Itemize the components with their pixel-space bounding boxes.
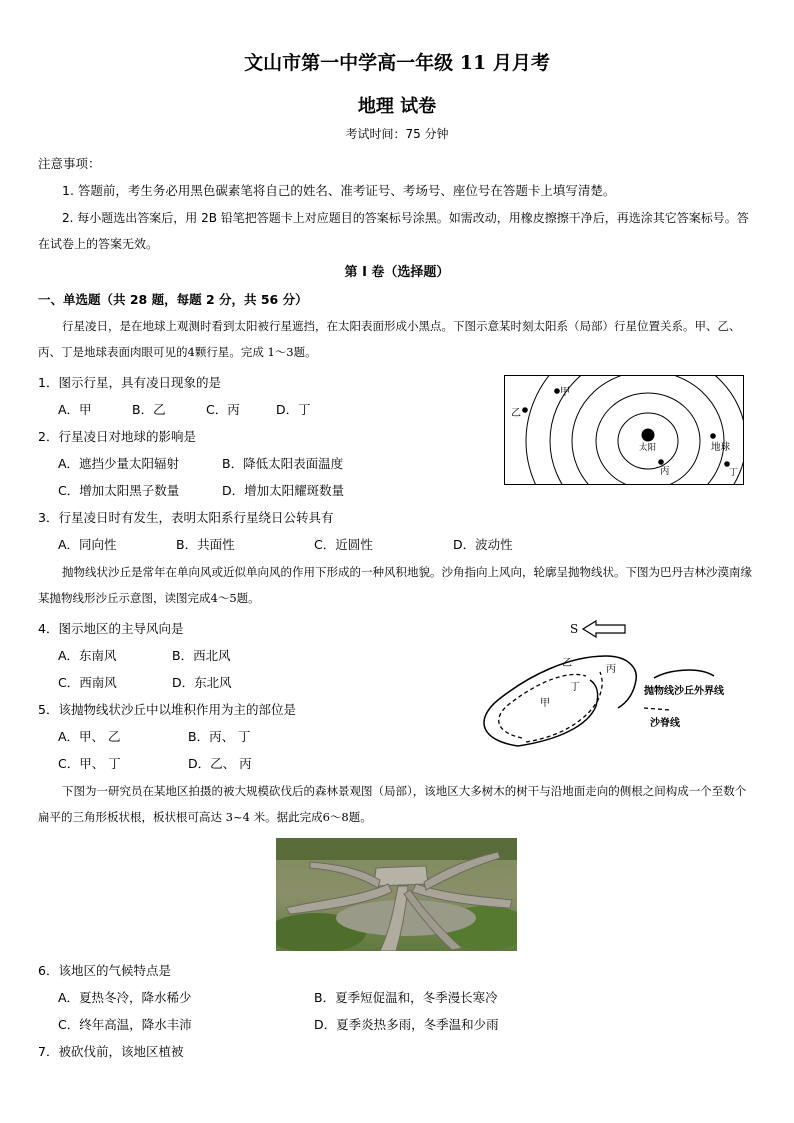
exam-subject: 地理 试卷 — [357, 96, 437, 117]
ridge-line-right — [526, 672, 602, 742]
q2-stem: 2．行星凌日对地球的影响是 — [38, 429, 196, 444]
legend-ridge-line — [644, 708, 670, 710]
dune-figure — [468, 618, 768, 758]
notes-item-2: 2. 每小题选出答案后，用 2B 铅笔把答题卡上对应题目的答案标号涂黑。如需改动，用橡皮擦擦干净后，再选涂其它答案标号。答在试卷上的答案无效。 — [38, 211, 749, 251]
label-earth: 地球 — [711, 442, 731, 453]
label-jia: 甲 — [560, 387, 570, 398]
q1-option-a[interactable]: A．甲 — [58, 402, 92, 417]
dune-diagram — [468, 618, 768, 758]
q1-option-d[interactable]: D．丁 — [276, 402, 311, 417]
label-yi: 乙 — [511, 408, 521, 419]
q5-option-c[interactable]: C．甲、 丁 — [58, 756, 121, 771]
q1-option-b[interactable]: B．乙 — [132, 402, 166, 417]
q6-stem: 6．该地区的气候特点是 — [38, 963, 171, 978]
q5-option-d[interactable]: D．乙、 丙 — [188, 756, 252, 771]
dune-label-ding: 丁 — [570, 682, 580, 693]
q4-stem: 4．图示地区的主导风向是 — [38, 621, 184, 636]
planet-bing-dot — [658, 459, 664, 465]
passage-2: 抛物线状沙丘是常年在单向风或近似单向风的作用下形成的一种风积地貌。沙角指向上风向，轮廓呈抛物线状。下图为巴丹吉林沙漠南缘某抛物线形沙丘示意图，读图完成4～5题。 — [38, 565, 752, 605]
dune-label-bing: 丙 — [606, 664, 616, 675]
sun-icon — [642, 429, 655, 442]
q5-stem: 5．该抛物线状沙丘中以堆积作用为主的部位是 — [38, 702, 296, 717]
planet-jia-dot — [554, 388, 560, 394]
planet-ding-dot — [724, 461, 730, 467]
legend-outer-line — [654, 670, 714, 678]
q3-option-d[interactable]: D．波动性 — [453, 537, 513, 552]
q2-option-c[interactable]: C．增加太阳黑子数量 — [58, 483, 180, 498]
q1-option-c[interactable]: C．丙 — [206, 402, 240, 417]
q4-option-a[interactable]: A．东南风 — [58, 648, 117, 663]
passage-3: 下图为一研究员在某地区拍摄的被大规模砍伐后的森林景观图（局部），该地区大多树木的树干与沿地面走向的侧根之间构成一个至数个扁平的三角形板状根，板状根可高达 3~4 米。据此完成6～8题。 — [38, 784, 747, 824]
q3-option-c[interactable]: C．近圆性 — [314, 537, 373, 552]
section-part: 一、单选题（共 28 题，每题 2 分，共 56 分） — [38, 292, 308, 307]
q4-option-d[interactable]: D．东北风 — [172, 675, 232, 690]
stump-photo — [276, 838, 517, 951]
q6-option-c[interactable]: C．终年高温，降水丰沛 — [58, 1017, 192, 1032]
wind-arrow-icon — [583, 621, 625, 637]
notes-heading: 注意事项： — [38, 156, 101, 171]
q5-option-b[interactable]: B．丙、 丁 — [188, 729, 251, 744]
q4-option-c[interactable]: C．西南风 — [58, 675, 117, 690]
q7-stem: 7．被砍伐前，该地区植被 — [38, 1044, 184, 1059]
q6-option-a[interactable]: A．夏热冬冷，降水稀少 — [58, 990, 192, 1005]
label-sun: 太阳 — [639, 443, 657, 453]
q2-option-b[interactable]: B．降低太阳表面温度 — [222, 456, 344, 471]
q1-stem: 1．图示行星，具有凌日现象的是 — [38, 375, 221, 390]
solar-system-figure — [504, 375, 744, 485]
label-bing: 丙 — [660, 466, 670, 477]
dune-label-jia: 甲 — [540, 698, 550, 709]
legend-ridge-label: 沙脊线 — [650, 718, 680, 729]
earth-dot — [710, 433, 716, 439]
q2-option-a[interactable]: A．遮挡少量太阳辐射 — [58, 456, 180, 471]
notes-item-1: 1. 答题前，考生务必用黑色碳素笔将自己的姓名、准考证号、考场号、座位号在答题卡上填写清楚。 — [62, 183, 616, 198]
q3-option-a[interactable]: A．同向性 — [58, 537, 117, 552]
q5-option-a[interactable]: A．甲、 乙 — [58, 729, 121, 744]
q2-option-d[interactable]: D．增加太阳耀斑数量 — [222, 483, 345, 498]
dune-inner-line — [518, 680, 598, 746]
label-s: S — [570, 622, 579, 636]
legend-outer-label: 抛物线沙丘外界线 — [644, 686, 724, 697]
exam-time: 考试时间：75 分钟 — [345, 127, 449, 141]
q3-option-b[interactable]: B．共面性 — [176, 537, 235, 552]
exam-title: 文山市第一中学高一年级 11 月月考 — [244, 52, 550, 74]
section-title: 第 I 卷（选择题） — [344, 265, 450, 280]
q6-option-d[interactable]: D．夏季炎热多雨，冬季温和少雨 — [314, 1017, 499, 1032]
buttress-root-image — [276, 838, 517, 951]
passage-1: 行星凌日，是在地球上观测时看到太阳被行星遮挡，在太阳表面形成小黑点。下图示意某时刻太阳系（局部）行星位置关系。甲、乙、丙、丁是地球表面肉眼可见的4颗行星。完成 1～3题。 — [38, 319, 741, 359]
q3-stem: 3．行星凌日时有发生，表明太阳系行星绕日公转具有 — [38, 510, 334, 525]
planet-yi-dot — [522, 407, 528, 413]
q4-option-b[interactable]: B．西北风 — [172, 648, 231, 663]
orbits-diagram — [505, 376, 743, 484]
dune-label-yi: 乙 — [562, 658, 572, 669]
label-ding: 丁 — [729, 468, 739, 478]
q6-option-b[interactable]: B．夏季短促温和，冬季漫长寒冷 — [314, 990, 498, 1005]
